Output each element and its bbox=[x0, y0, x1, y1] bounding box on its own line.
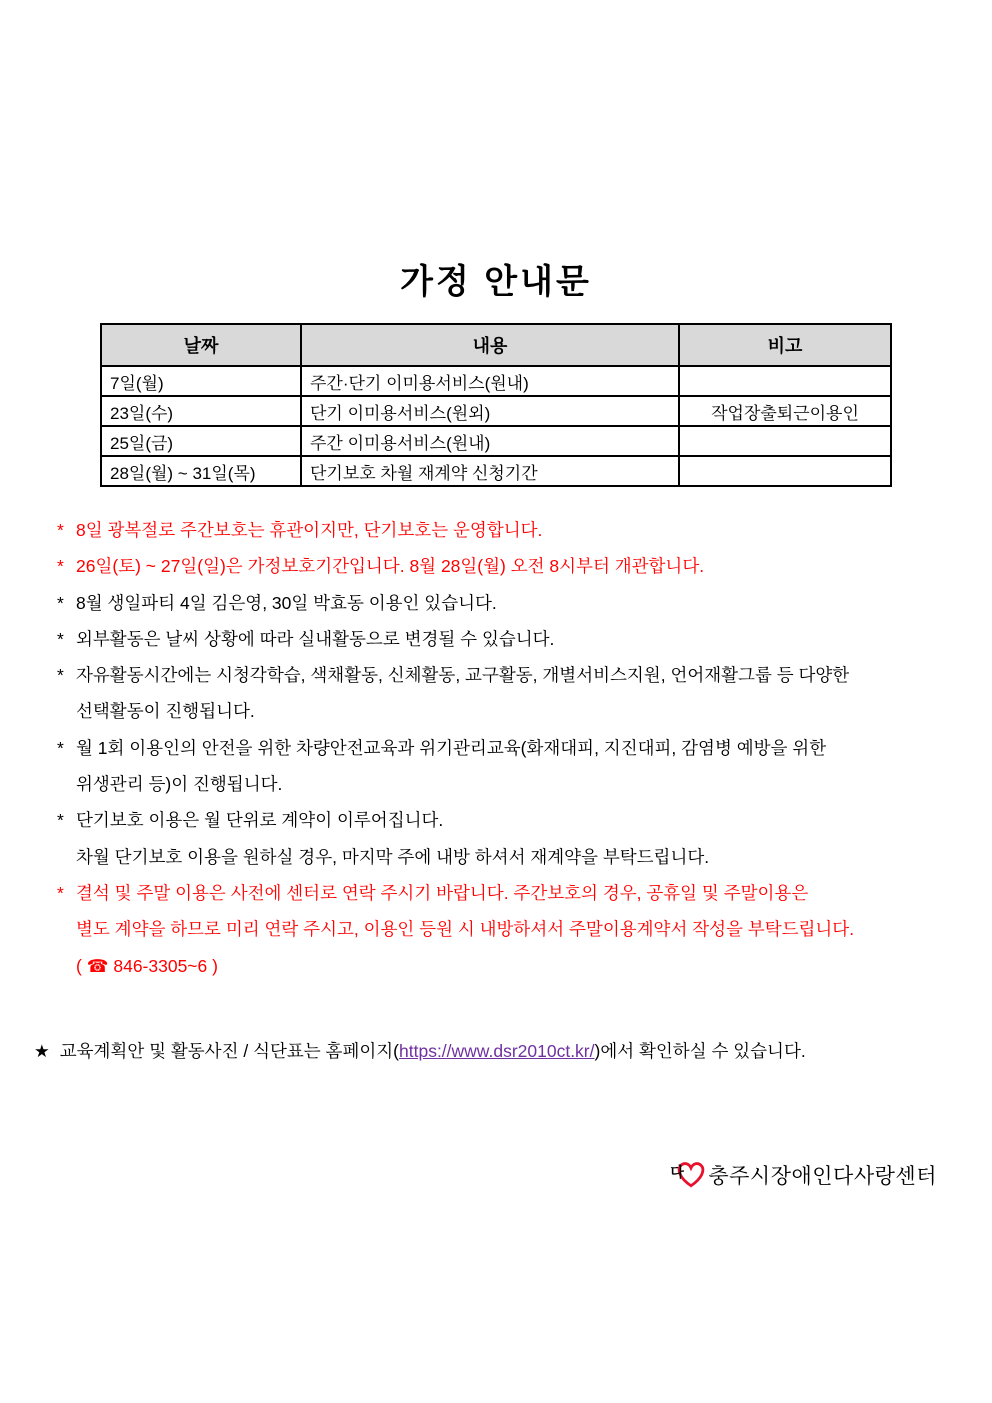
notice-item bbox=[57, 621, 962, 657]
column-header: 내용 bbox=[301, 324, 679, 366]
asterisk-marker: * bbox=[57, 592, 64, 613]
logo-da-character: 다 bbox=[670, 1164, 684, 1180]
date-cell: 25일(금) bbox=[101, 426, 301, 456]
notice-item bbox=[57, 730, 962, 803]
notice-line: * 자유활동시간에는 시청각학습, 색채활동, 신체활동, 교구활동, 개별서비스지원, 언어재활그룹 등 다양한 bbox=[57, 657, 962, 693]
asterisk-marker: * bbox=[57, 882, 64, 903]
note-cell bbox=[679, 426, 891, 456]
asterisk-marker: * bbox=[57, 665, 64, 686]
homepage-note-suffix: )에서 확인하실 수 있습니다. bbox=[594, 1040, 806, 1061]
notice-line: * 8일 광복절로 주간보호는 휴관이지만, 단기보호는 운영합니다. bbox=[57, 512, 962, 548]
center-name: 충주시장애인다사랑센터 bbox=[708, 1165, 937, 1188]
notes-list bbox=[57, 512, 962, 984]
column-header: 비고 bbox=[679, 324, 891, 366]
homepage-link[interactable]: https://www.dsr2010ct.kr/ bbox=[399, 1040, 595, 1061]
note-cell bbox=[679, 456, 891, 486]
asterisk-marker: * bbox=[57, 810, 64, 831]
notice-line: 위생관리 등)이 진행됩니다. bbox=[76, 774, 283, 795]
notice-item bbox=[57, 657, 962, 730]
heart-icon bbox=[672, 1158, 706, 1192]
page-title: 가정 안내문 bbox=[400, 263, 592, 301]
notice-line: * 26일(토) ~ 27일(일)은 가정보호기간입니다. 8월 28일(월) 오전 8시부터 개관합니다. bbox=[57, 548, 962, 584]
asterisk-marker: * bbox=[57, 628, 64, 649]
table-row bbox=[101, 366, 891, 396]
notice-item bbox=[57, 512, 962, 548]
schedule-table-body bbox=[101, 366, 891, 486]
table-row bbox=[101, 396, 891, 426]
column-header: 날짜 bbox=[101, 324, 301, 366]
notice-line: 차월 단기보호 이용을 원하실 경우, 마지막 주에 내방 하셔서 재계약을 부탁드립니다. bbox=[76, 846, 710, 867]
content-cell: 주간·단기 이미용서비스(원내) bbox=[301, 366, 679, 396]
notice-item bbox=[57, 548, 962, 584]
notice-line: ( ☎ 846-3305~6 ) bbox=[76, 955, 218, 976]
date-cell: 23일(수) bbox=[101, 396, 301, 426]
notice-item bbox=[57, 585, 962, 621]
homepage-note-prefix: 교육계획안 및 활동사진 / 식단표는 홈페이지( bbox=[59, 1040, 399, 1061]
notice-line: * 단기보호 이용은 월 단위로 계약이 이루어집니다. bbox=[57, 802, 962, 838]
table-row bbox=[101, 426, 891, 456]
star-marker: ★ bbox=[34, 1040, 50, 1061]
content-cell: 주간 이미용서비스(원내) bbox=[301, 426, 679, 456]
notice-line: 선택활동이 진행됩니다. bbox=[76, 701, 255, 722]
note-cell: 작업장출퇴근이용인 bbox=[679, 396, 891, 426]
notice-line: * 월 1회 이용인의 안전을 위한 차량안전교육과 위기관리교육(화재대피, 지진대피, 감염병 예방을 위한 bbox=[57, 730, 962, 766]
notice-item bbox=[57, 875, 962, 984]
notice-item bbox=[57, 802, 962, 875]
asterisk-marker: * bbox=[57, 520, 64, 540]
date-cell: 28일(월) ~ 31일(목) bbox=[101, 456, 301, 486]
asterisk-marker: * bbox=[57, 737, 64, 758]
notice-line: 별도 계약을 하므로 미리 연락 주시고, 이용인 등원 시 내방하셔서 주말이용계약서 작성을 부탁드립니다. bbox=[76, 919, 855, 940]
homepage-note bbox=[34, 1038, 992, 1063]
content-cell: 단기 이미용서비스(원외) bbox=[301, 396, 679, 426]
content-cell: 단기보호 차월 재계약 신청기간 bbox=[301, 456, 679, 486]
notice-line: * 결석 및 주말 이용은 사전에 센터로 연락 주시기 바랍니다. 주간보호의 경우, 공휴일 및 주말이용은 bbox=[57, 875, 962, 911]
schedule-table-head-row bbox=[101, 324, 891, 366]
notice-line: * 8월 생일파티 4일 김은영, 30일 박효동 이용인 있습니다. bbox=[57, 585, 962, 621]
notice-line: * 외부활동은 날씨 상황에 따라 실내활동으로 변경될 수 있습니다. bbox=[57, 621, 962, 657]
note-cell bbox=[679, 366, 891, 396]
asterisk-marker: * bbox=[57, 556, 64, 577]
schedule-table bbox=[100, 323, 892, 487]
center-logo bbox=[672, 1155, 937, 1195]
table-row bbox=[101, 456, 891, 486]
date-cell: 7일(월) bbox=[101, 366, 301, 396]
